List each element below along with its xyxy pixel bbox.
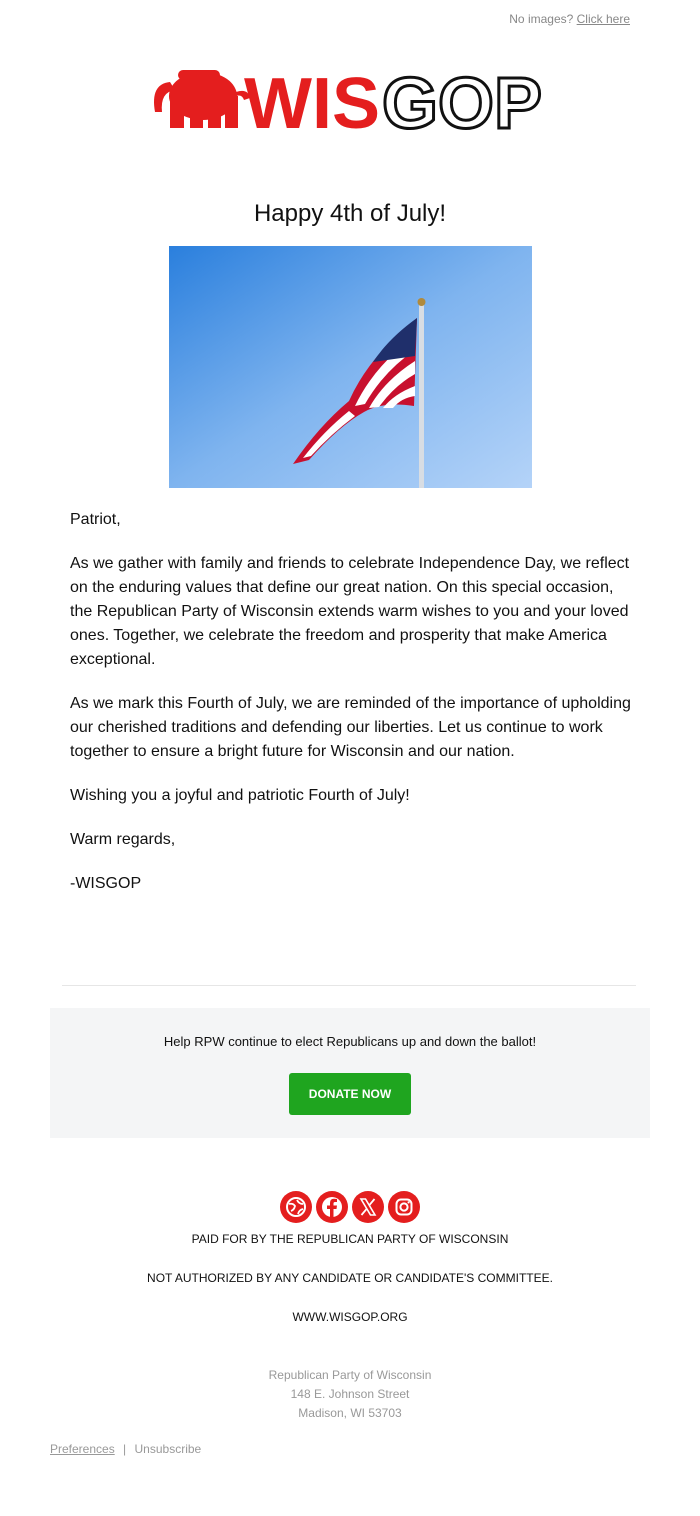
x-icon[interactable] bbox=[352, 1191, 384, 1223]
donate-panel bbox=[50, 1008, 650, 1138]
email-body bbox=[70, 508, 636, 916]
body-paragraph: Warm regards, bbox=[70, 831, 176, 848]
paid-for-disclaimer: PAID FOR BY THE REPUBLICAN PARTY OF WISCONSIN bbox=[191, 1232, 509, 1246]
wisgop-logo[interactable] bbox=[0, 52, 700, 132]
body-paragraph: Wishing you a joyful and patriotic Fourth of July! bbox=[70, 787, 410, 804]
donate-text: Help RPW continue to elect Republicans up and down the ballot! bbox=[163, 1034, 537, 1049]
logo-wis-text: WIS bbox=[244, 64, 380, 132]
body-paragraph: As we gather with family and friends to celebrate Independence Day, we reflect on the enduring values that define our great nation. On this special occasion, the Republican Party of Wisconsin extends warm wishes to you and your loved ones. Together, we celebrate the freedom and prosperity that make America exceptional. bbox=[70, 555, 630, 668]
link-separator: | bbox=[123, 1442, 127, 1456]
no-images-bar bbox=[509, 12, 630, 26]
divider bbox=[62, 985, 636, 986]
preferences-link[interactable]: Preferences bbox=[50, 1442, 115, 1456]
website-icon[interactable] bbox=[280, 1191, 312, 1223]
address-org: Republican Party of Wisconsin bbox=[268, 1368, 432, 1382]
not-authorized-disclaimer: NOT AUTHORIZED BY ANY CANDIDATE OR CANDIDATE'S COMMITTEE. bbox=[147, 1271, 553, 1285]
flag-hero-image bbox=[169, 246, 532, 488]
body-paragraph: Patriot, bbox=[70, 511, 121, 528]
website-link[interactable]: WWW.WISGOP.ORG bbox=[292, 1310, 408, 1324]
donate-now-button[interactable]: DONATE NOW bbox=[289, 1073, 411, 1115]
click-here-link[interactable]: Click here bbox=[576, 12, 630, 26]
social-links bbox=[0, 1191, 700, 1223]
email-headline: Happy 4th of July! bbox=[253, 200, 447, 227]
instagram-icon[interactable] bbox=[388, 1191, 420, 1223]
address-city: Madison, WI 53703 bbox=[298, 1406, 402, 1420]
bottom-links bbox=[50, 1442, 201, 1456]
mailing-address bbox=[0, 1366, 700, 1423]
elephant-icon bbox=[154, 70, 250, 128]
no-images-text: No images? bbox=[509, 12, 574, 26]
unsubscribe-link[interactable]: Unsubscribe bbox=[134, 1442, 202, 1456]
body-signature: -WISGOP bbox=[70, 875, 142, 892]
body-paragraph: As we mark this Fourth of July, we are reminded of the importance of upholding our cherished traditions and defending our liberties. Let us continue to work together to ensure a bright future for Wisconsin and our nation. bbox=[70, 695, 631, 760]
logo-gop-text: GOP bbox=[382, 64, 543, 132]
facebook-icon[interactable] bbox=[316, 1191, 348, 1223]
address-street: 148 E. Johnson Street bbox=[290, 1387, 410, 1401]
